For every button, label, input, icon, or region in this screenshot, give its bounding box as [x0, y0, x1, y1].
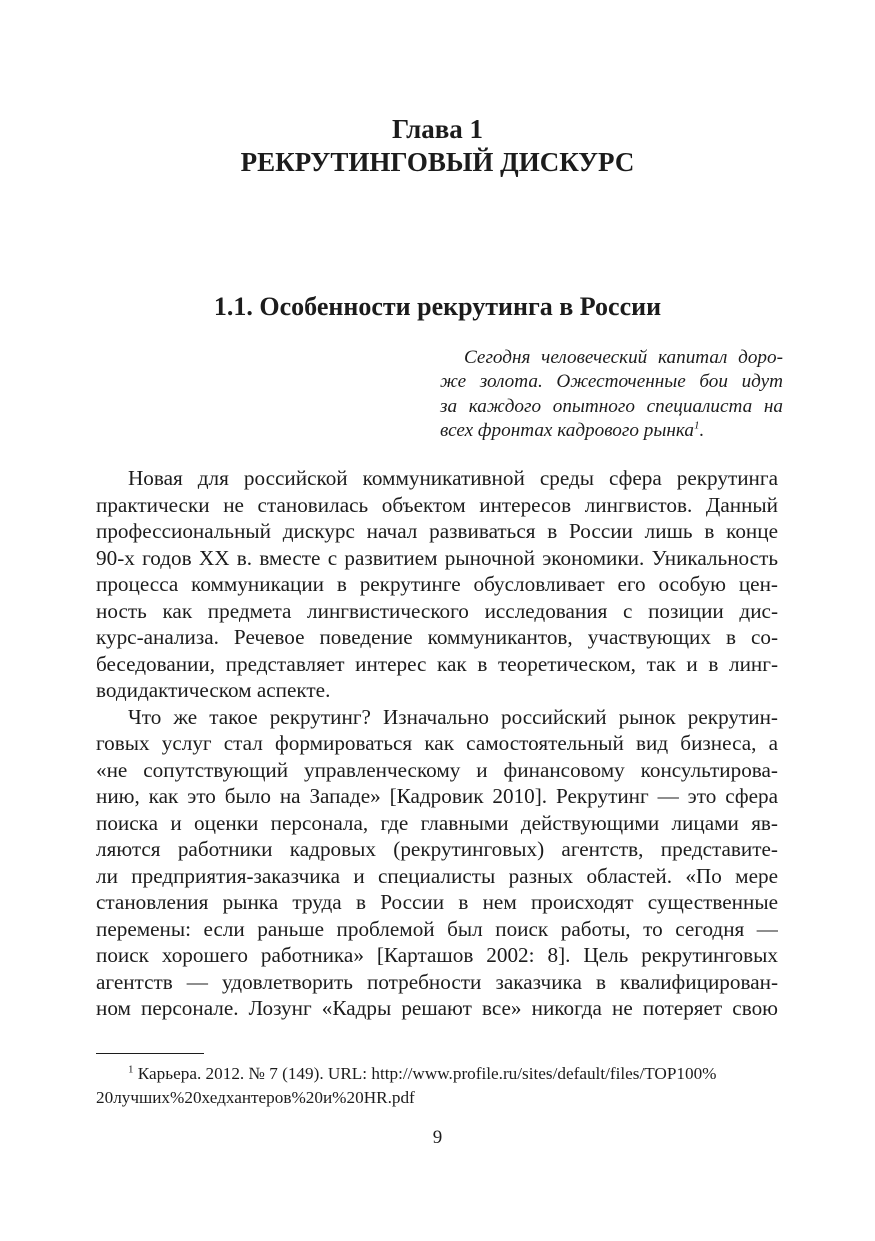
footnote-line[interactable]: 20лучших%20хедхантеров%20и%20HR.pdf [96, 1088, 415, 1107]
chapter-title: РЕКРУТИНГОВЫЙ ДИСКУРС [240, 147, 635, 177]
text-line: ляются работники кадровых (рекрутинговых) агентств, представите- [96, 837, 778, 861]
text-line: агентств — удовлетворить потребности заказчика в квалифицирован- [96, 969, 778, 994]
epigraph-line: Сегодня человеческий капитал доро- [464, 347, 783, 368]
text-line: говых услуг стал формироваться как самостоятельный вид бизнеса, а [96, 731, 778, 755]
footnote-line [96, 1062, 778, 1086]
epigraph-line: за каждого опытного специалиста на [440, 395, 783, 417]
text-line: Что же такое рекрутинг? Изначально российский рынок рекрутин- [128, 704, 778, 729]
footnote [96, 1062, 778, 1110]
text-line: 90-х годов XX в. вместе с развитием рыночной экономики. Уникальность [96, 545, 778, 570]
text-line: практически не становилась объектом интересов лингвистов. Данный [96, 492, 778, 517]
footnote-reference[interactable]: 1 [693, 419, 700, 432]
text-line: «не сопутствующий управленческому и финансовому консультирова- [96, 757, 778, 782]
section-heading: 1.1. Особенности рекрутинга в России [213, 292, 662, 321]
epigraph-period: . [699, 420, 705, 442]
chapter-label: Глава 1 [391, 114, 484, 144]
text-line: процесса коммуникации в рекрутинге обусловливает его особую цен- [96, 572, 778, 596]
epigraph-line: же золота. Ожесточенные бои идут [440, 371, 783, 393]
text-line: водидактическом аспекте. [96, 678, 331, 702]
text-line: курс-анализа. Речевое поведение коммуникантов, участвующих в со- [96, 625, 778, 649]
body-text [96, 465, 778, 1022]
text-line: Новая для российской коммуникативной среды сфера рекрутинга [128, 466, 778, 490]
text-line: ность как предмета лингвистического исследования с позиции дис- [96, 598, 778, 623]
footnote-marker: 1 [128, 1063, 134, 1076]
footnote-divider [96, 1053, 204, 1054]
footnote-text[interactable]: Карьера. 2012. № 7 (149). URL: http://www.profile.ru/sites/default/files/TOP100% [137, 1064, 717, 1083]
page-number: 9 [432, 1127, 443, 1148]
paragraph [96, 704, 778, 1022]
text-line: нию, как это было на Западе» [Кадровик 2010]. Рекрутинг — это сфера [96, 784, 778, 808]
text-line: поиск хорошего работника» [Карташов 2002: 8]. Цель рекрутинговых [96, 943, 778, 967]
paragraph [96, 465, 778, 704]
text-line: ли предприятия-заказчика и специалисты разных областей. «По мере [96, 863, 778, 888]
text-line: ном персонале. Лозунг «Кадры решают все» никогда не потеряет свою [96, 996, 778, 1020]
text-line: беседовании, представляет интерес как в теоретическом, так и в линг- [96, 651, 778, 676]
text-line: становления рынка труда в России в нем происходят существенные [96, 890, 778, 914]
text-line: поиска и оценки персонала, где главными действующими лицами яв- [96, 810, 778, 835]
epigraph-line-last [440, 419, 783, 443]
epigraph-text: всех фронтах кадрового рынка [440, 420, 694, 442]
text-line: профессиональный дискурс начал развиваться в России лишь в конце [96, 519, 778, 543]
epigraph [440, 346, 783, 444]
text-line: перемены: если раньше проблемой был поиск работы, то сегодня — [96, 916, 778, 941]
